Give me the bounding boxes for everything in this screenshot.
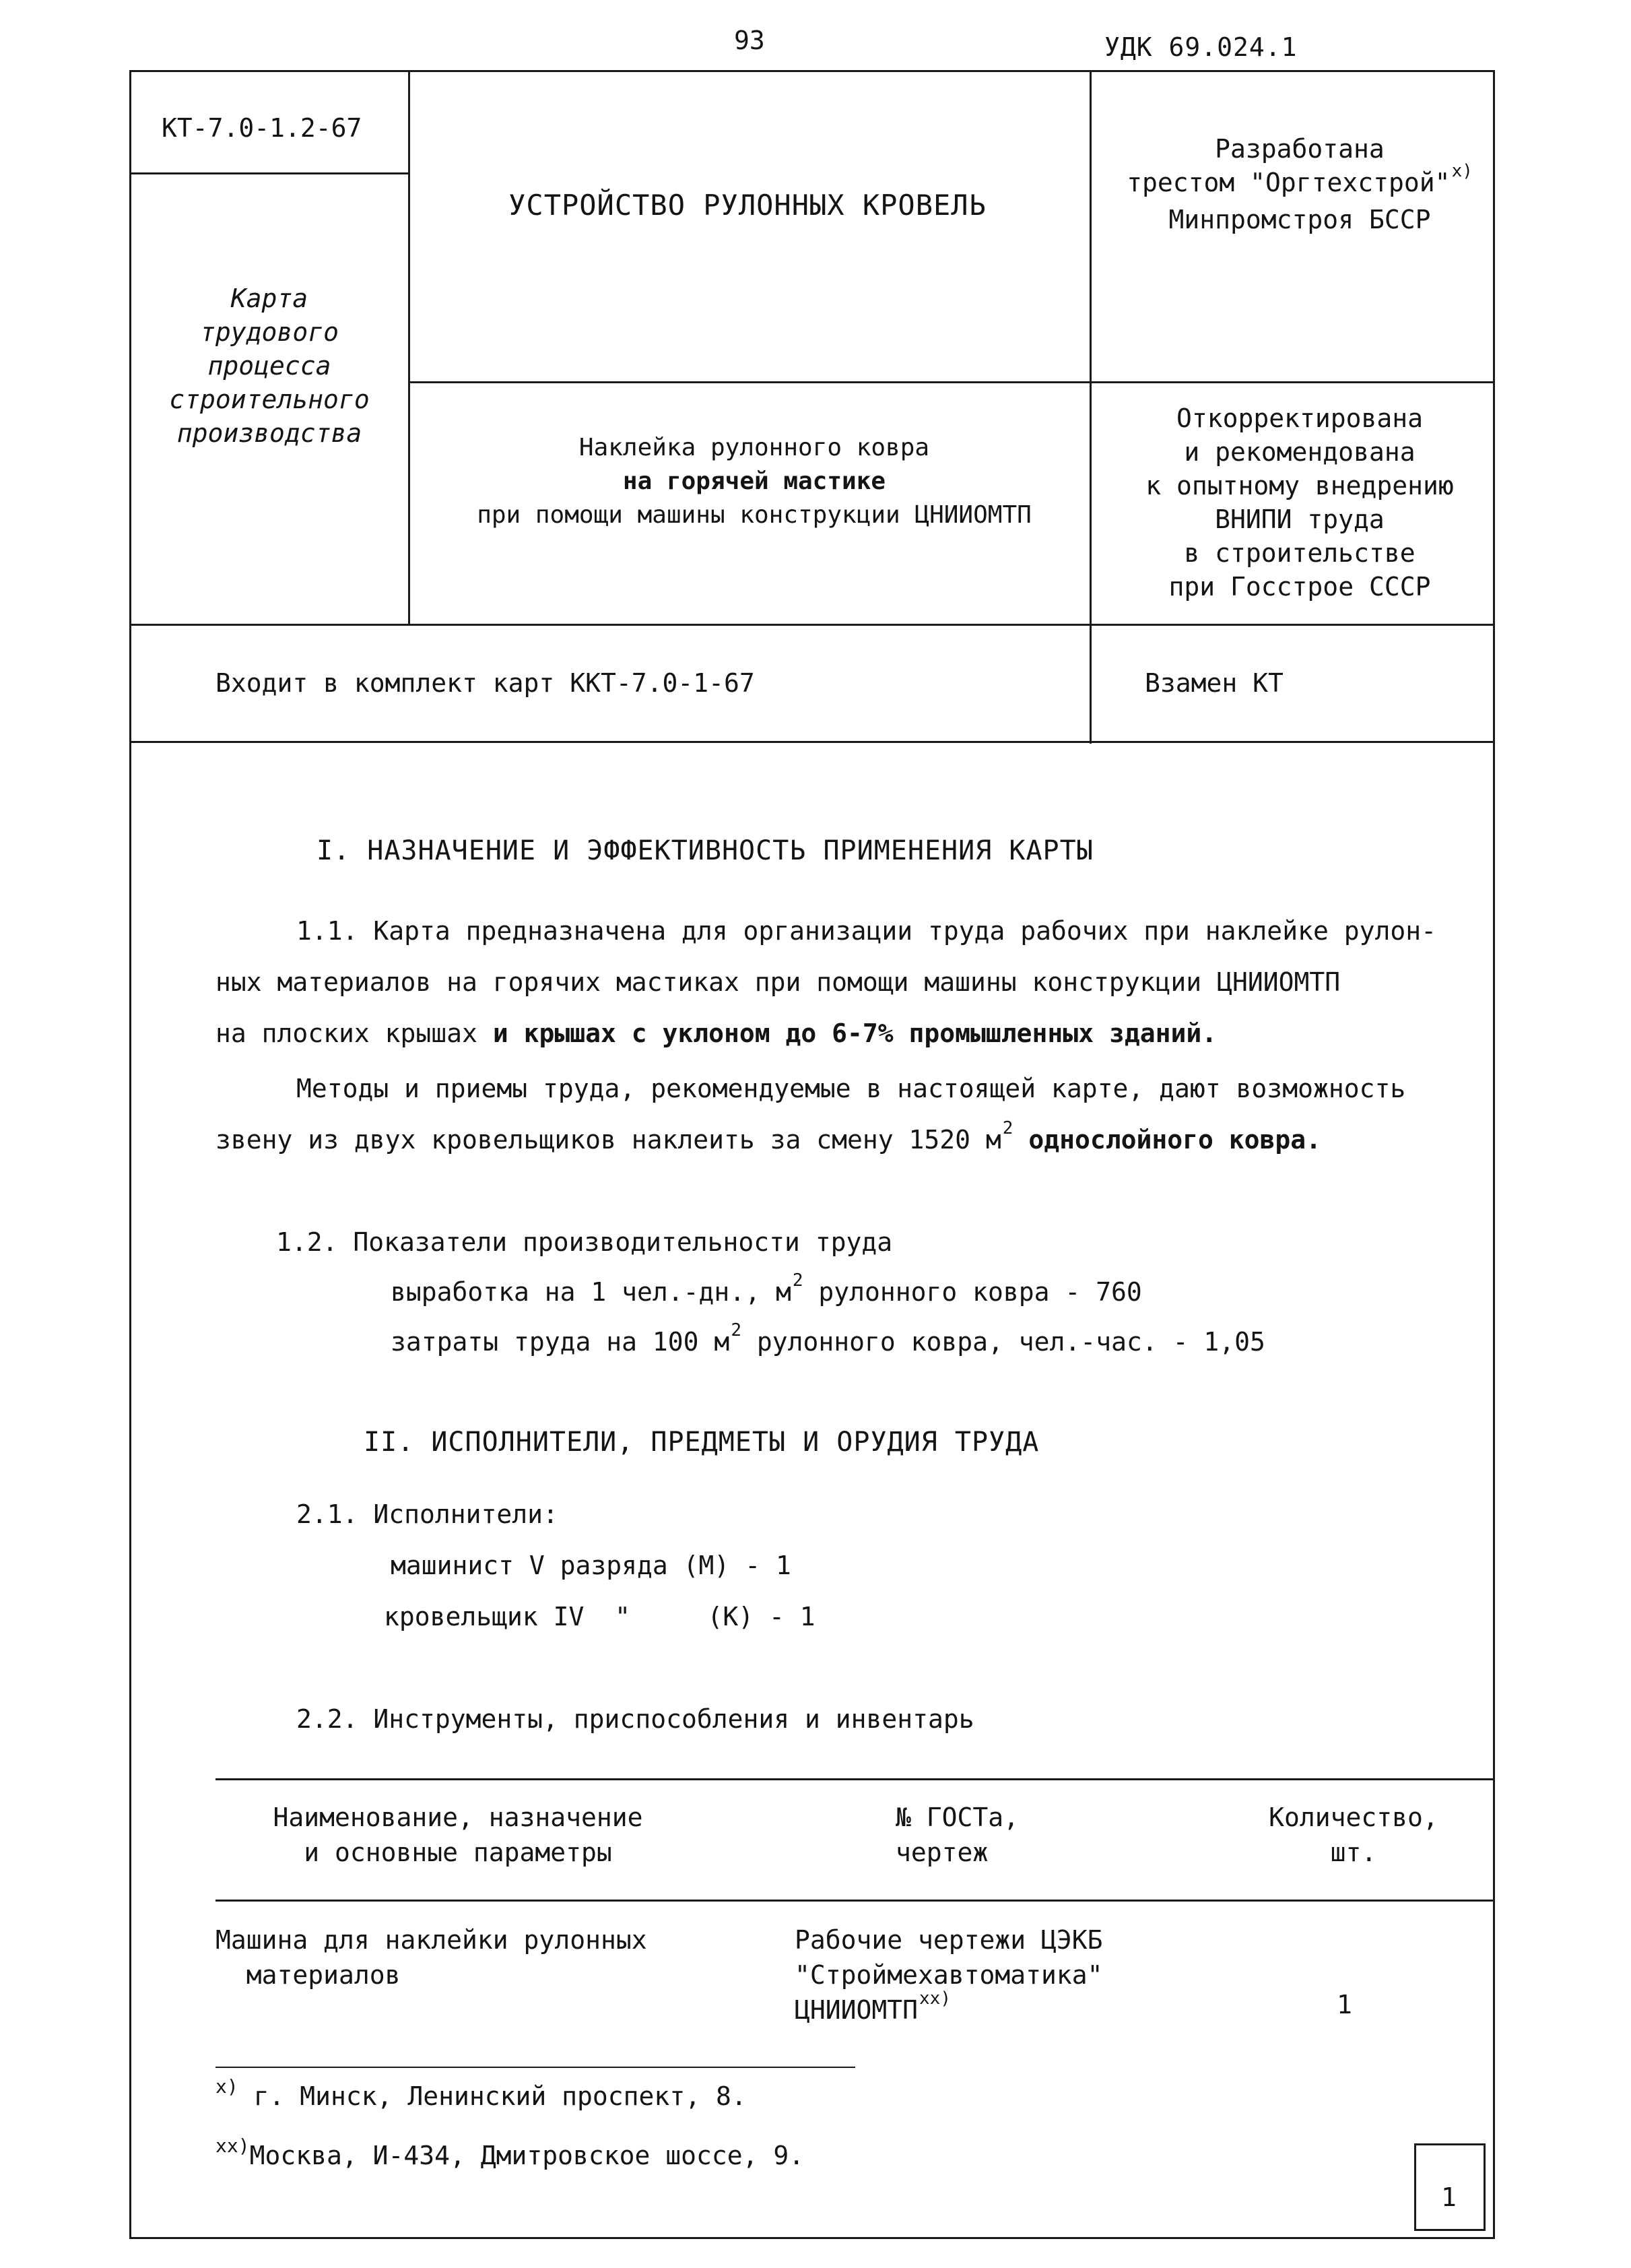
- code-cell-underline: [129, 172, 409, 174]
- column-divider-right: [1090, 70, 1092, 744]
- page-number: 93: [734, 26, 765, 55]
- corrected-line: ВНИПИ труда: [1215, 505, 1385, 534]
- developed-line: [1098, 161, 1502, 203]
- card-type-line: трудового: [200, 317, 339, 347]
- header-line: Количество,: [1269, 1803, 1438, 1832]
- footnote-mark: xx): [215, 2135, 250, 2157]
- labor-value: рулонного ковра, чел.-час. - 1,05: [756, 1327, 1265, 1357]
- section-2-title: II. ИСПОЛНИТЕЛИ, ПРЕДМЕТЫ И ОРУДИЯ ТРУДА: [364, 1427, 1040, 1458]
- table-cell-quantity: 1: [1337, 1990, 1352, 2019]
- cell-line: [795, 1988, 1103, 2031]
- frame-bottom-border: [129, 2237, 1495, 2239]
- footnote-mark: x): [215, 2075, 238, 2098]
- frame-top-border: [129, 70, 1495, 72]
- row-divider-lower: [129, 624, 1495, 626]
- worker-roofer: кровельщик IV " (К) - 1: [384, 1602, 816, 1631]
- corrected-line: при Госстрое СССР: [1168, 572, 1431, 602]
- paragraph-2-2-title: 2.2. Инструменты, приспособления и инвентарь: [296, 1704, 974, 1734]
- header-line: Наименование, назначение: [273, 1803, 643, 1832]
- footnote-1: [215, 2075, 747, 2111]
- output-label: выработка на 1 чел.-дн., м: [391, 1277, 791, 1307]
- udk-code: УДК 69.024.1: [1104, 32, 1298, 62]
- paragraph-1-1-line: ных материалов на горячих мастиках при помощи машины конструкции ЦНИИОМТП: [215, 967, 1341, 997]
- table-header-rule: [215, 1900, 1494, 1902]
- cell-line: материалов: [215, 1960, 401, 1990]
- table-header-gost: [896, 1800, 1019, 1870]
- paragraph-methods-line: [215, 1114, 1321, 1169]
- paragraph-2-1-title: 2.1. Исполнители:: [296, 1499, 558, 1529]
- paragraph-1-1-line: [215, 1008, 1217, 1059]
- superscript: 2: [792, 1270, 803, 1291]
- productivity-output: [391, 1270, 1142, 1307]
- superscript: 2: [1002, 1118, 1013, 1138]
- footnote-ref-xx: xx): [919, 1988, 951, 2009]
- table-top-rule: [215, 1778, 1494, 1780]
- superscript: 2: [731, 1320, 741, 1340]
- row-divider-middle: [408, 381, 1495, 383]
- frame-right-border: [1493, 70, 1495, 2239]
- developed-org: трестом "Оргтехстрой": [1127, 168, 1451, 197]
- corrected-line: к опытному внедрению: [1145, 471, 1454, 500]
- card-type: [135, 282, 404, 450]
- paragraph-methods-line: Методы и приемы труда, рекомендуемые в настоящей карте, дают возможность: [296, 1074, 1406, 1103]
- paragraph-text-bold: и крышах с уклоном до 6-7% промышленных зданий.: [492, 1018, 1218, 1048]
- table-cell-name: [215, 1922, 647, 1992]
- frame-left-border: [129, 70, 131, 2239]
- footnote-ref-x: x): [1451, 161, 1473, 181]
- subtitle-line: при помощи машины конструкции ЦНИИОМТП: [477, 501, 1032, 529]
- footnote-rule: [215, 2067, 855, 2068]
- card-type-line: Карта: [230, 284, 308, 313]
- document-title: УСТРОЙСТВО РУЛОННЫХ КРОВЕЛЬ: [508, 189, 987, 222]
- footnote-2: [215, 2135, 805, 2170]
- sheet-number: 1: [1441, 2182, 1457, 2212]
- worker-operator: машинист V разряда (М) - 1: [391, 1551, 791, 1580]
- card-type-line: строительного: [169, 385, 370, 414]
- cell-line: Рабочие чертежи ЦЭКБ: [795, 1925, 1103, 1955]
- output-value: рулонного ковра - 760: [818, 1277, 1142, 1307]
- card-type-line: производства: [176, 418, 362, 448]
- column-divider-left: [408, 70, 410, 625]
- corrected-by: [1098, 401, 1502, 604]
- corrected-line: в строительстве: [1184, 538, 1416, 568]
- table-header-quantity: [1259, 1800, 1448, 1870]
- cell-line: Машина для наклейки рулонных: [215, 1925, 647, 1955]
- paragraph-text: звену из двух кровельщиков наклеить за смену 1520 м: [215, 1125, 1001, 1155]
- paragraph-text: на плоских крышах: [215, 1018, 477, 1048]
- paragraph-text-bold: однослойного ковра.: [1028, 1125, 1322, 1155]
- document-subtitle: [418, 431, 1091, 532]
- productivity-labor-cost: [391, 1320, 1265, 1357]
- section-1-title: I. НАЗНАЧЕНИЕ И ЭФФЕКТИВНОСТЬ ПРИМЕНЕНИЯ КАРТЫ: [317, 835, 1094, 866]
- card-code: КТ-7.0-1.2-67: [162, 113, 362, 143]
- subtitle-line: Наклейка рулонного ковра: [578, 434, 930, 461]
- footnote-text: г. Минск, Ленинский проспект, 8.: [253, 2081, 747, 2111]
- card-type-line: процесса: [207, 351, 331, 381]
- footnote-text: Москва, И-434, Дмитровское шоссе, 9.: [249, 2141, 805, 2170]
- paragraph-1-1-line: 1.1. Карта предназначена для организации труда рабочих при наклейке рулон-: [296, 916, 1436, 946]
- cell-text: ЦНИИОМТП: [795, 1995, 919, 2025]
- corrected-line: Откорректирована: [1176, 403, 1424, 433]
- replaces-card: Взамен КТ: [1145, 668, 1284, 698]
- subtitle-line-bold: на горячей мастике: [622, 467, 886, 495]
- header-line: и основные параметры: [304, 1838, 612, 1867]
- corrected-line: и рекомендована: [1184, 437, 1416, 467]
- header-line: чертеж: [896, 1838, 989, 1867]
- paragraph-1-2-title: 1.2. Показатели производительности труда: [276, 1227, 893, 1257]
- developed-line: Минпромстроя БССР: [1168, 205, 1431, 234]
- header-block-bottom: [129, 741, 1495, 743]
- table-header-name: [256, 1800, 660, 1870]
- card-set: Входит в комплект карт ККТ-7.0-1-67: [215, 668, 755, 698]
- header-line: шт.: [1330, 1838, 1377, 1867]
- developed-line: Разработана: [1215, 134, 1385, 164]
- developed-by: [1098, 132, 1502, 236]
- labor-label: затраты труда на 100 м: [391, 1327, 730, 1357]
- header-line: № ГОСТа,: [896, 1803, 1020, 1832]
- cell-line: "Строймехавтоматика": [795, 1960, 1103, 1990]
- table-cell-gost: [795, 1922, 1103, 2031]
